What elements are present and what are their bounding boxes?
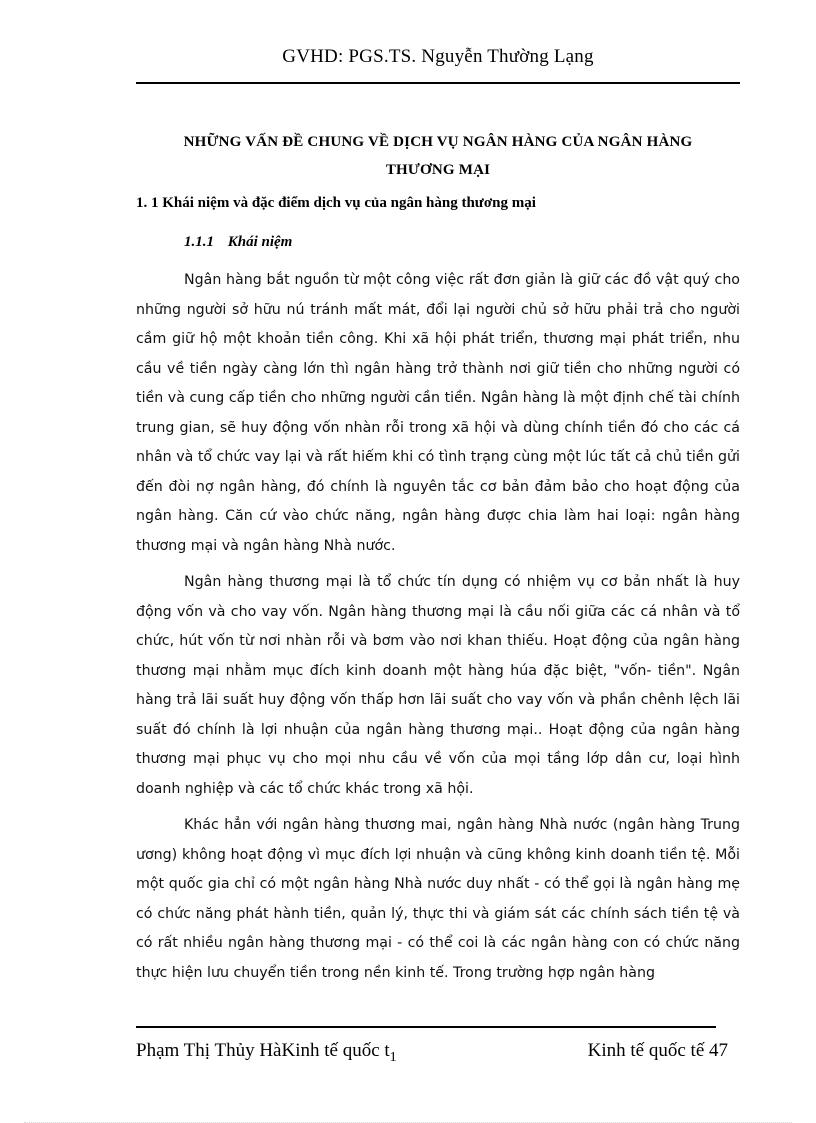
section-heading: 1. 1 Khái niệm và đặc điểm dịch vụ của ngân hàng thương mại [136,195,536,211]
footer-author-subscript: 1 [389,1050,397,1065]
header-divider [136,82,740,84]
subsection-heading [184,229,292,255]
footer-author-text: Phạm Thị Thủy HàKinh tế quốc t [136,1040,390,1061]
subsection-title: Khái niệm [227,234,293,250]
paragraph: Ngân hàng bắt nguồn từ một công việc rất đơn giản là giữ các đồ vật quý cho những người sở hữu nú tránh mất mát, đổi lại người chủ sở hữu phải trả cho người cầm giữ hộ một khoản tiền công. Khi xã hội phát triển, thương mại phát triển, nhu cầu về tiền ngày càng lớn thì ngân hàng trở thành nơi giữ tiền cho những người có tiền và cung cấp tiền cho những người cần tiền. Ngân hàng là một định chế tài chính trung gian, sẽ huy động vốn nhàn rỗi trong xã hội và dùng chính tiền đó cho các cá nhân và tổ chức vay lại và rất hiếm khi có tình trạng cùng một lúc tất cả chủ tiền gửi đến đòi nợ ngân hàng, đó chính là nguyên tắc cơ bản đảm bảo cho hoạt động của ngân hàng. Căn cứ vào chức năng, ngân hàng được chia làm hai loại: ngân hàng thương mại và ngân hàng Nhà nước. [136,272,740,554]
footer-author [136,1040,397,1066]
paragraph: Ngân hàng thương mại là tổ chức tín dụng có nhiệm vụ cơ bản nhất là huy động vốn và cho vay vốn. Ngân hàng thương mại là cầu nối giữa các cá nhân và tổ chức, hút vốn từ nơi nhàn rỗi và bơm vào nơi khan thiếu. Hoạt động của ngân hàng thương mại nhằm mục đích kinh doanh một hàng húa đặc biệt, "vốn- tiền". Ngân hàng trả lãi suất huy động vốn thấp hơn lãi suất cho vay vốn và phần chênh lệch lãi suất đó chính là lợi nhuận của ngân hàng thương mại.. Hoạt động của ngân hàng thương mại phục vụ cho mọi nhu cầu về vốn của mọi tầng lớp dân cư, loại hình doanh nghiệp và các tổ chức khác trong xã hội. [136,574,740,797]
document-title [136,128,740,184]
body-text [136,266,740,995]
paragraph: Khác hẳn với ngân hàng thương mai, ngân hàng Nhà nước (ngân hàng Trung ương) không hoạt động vì mục đích lợi nhuận và cũng không kinh doanh tiền tệ. Mỗi một quốc gia chỉ có một ngân hàng Nhà nước duy nhất - có thể gọi là ngân hàng mẹ có chức năng phát hành tiền, quản lý, thực thi và giám sát các chính sách tiền tệ và có rất nhiều ngân hàng thương mại - có thể coi là các ngân hàng con có chức năng thực hiện lưu chuyển tiền trong nền kinh tế. Trong trường hợp ngân hàng [136,817,740,981]
document-title-line-1: NHỮNG VẤN ĐỀ CHUNG VỀ DỊCH VỤ NGÂN HÀNG CỦA NGÂN HÀNG [183,134,693,150]
subsection-number: 1.1.1 [184,234,214,250]
footer-class-page: Kinh tế quốc tế 47 [587,1040,728,1061]
document-title-line-2: THƯƠNG MẠI [385,162,491,178]
page-header [136,46,740,68]
footer-divider [136,1026,716,1028]
supervisor-label: GVHD: PGS.TS. Nguyễn Thường Lạng [282,46,594,67]
